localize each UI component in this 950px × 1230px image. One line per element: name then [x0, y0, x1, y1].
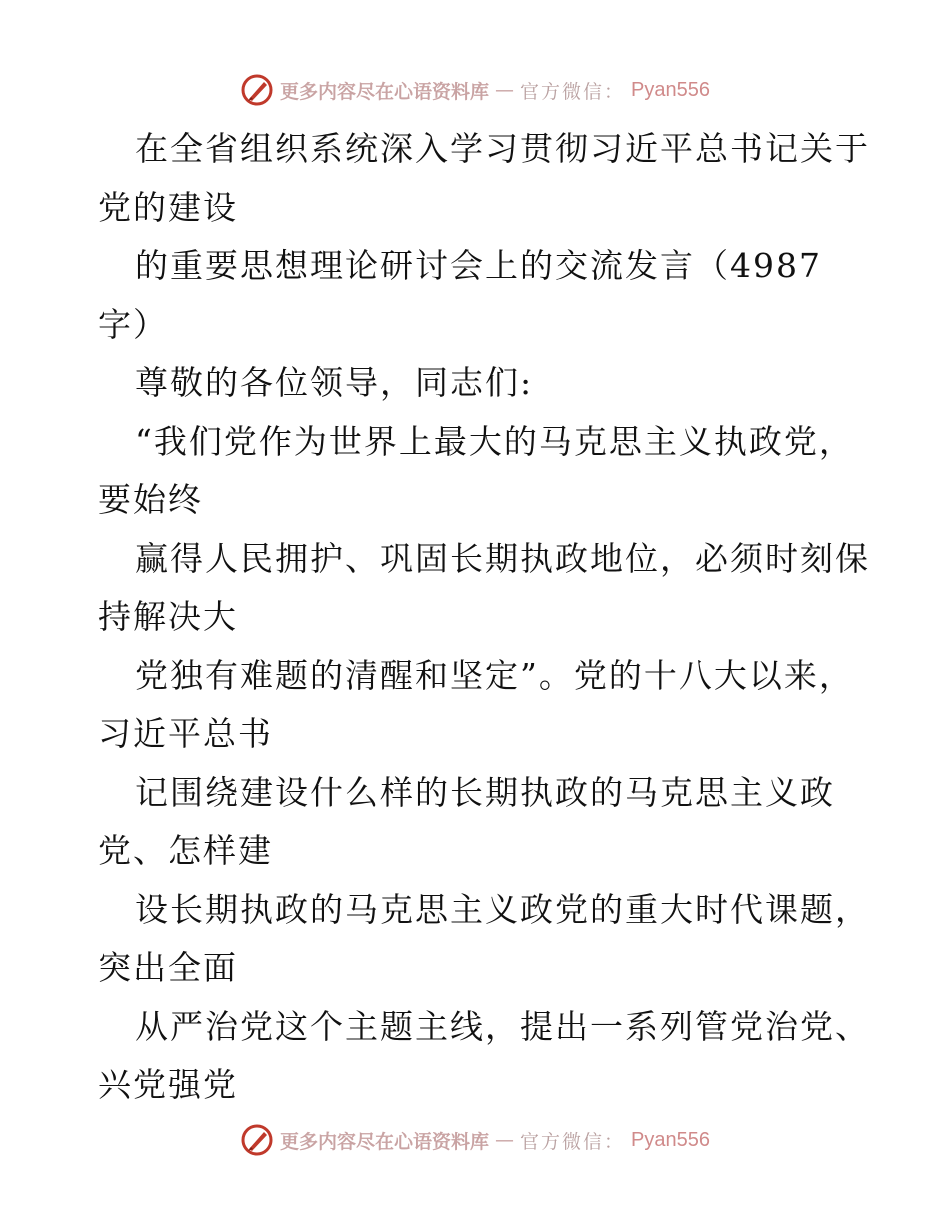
- watermark-wechat-id: Pyan556: [631, 78, 710, 101]
- text-line: 的重要思想理论研讨会上的交流发言（4987: [135, 246, 822, 285]
- text-line: 兴党强党: [98, 1065, 238, 1104]
- text-line: 党、怎样建: [98, 831, 273, 870]
- text-line: 党的建设: [98, 187, 238, 227]
- watermark-dash: —: [495, 1129, 515, 1151]
- pen-logo-icon: [240, 1123, 274, 1157]
- text-line: “我们党作为世界上最大的马克思主义执政党，: [135, 421, 854, 461]
- text-line: 尊敬的各位领导，同志们:: [135, 363, 534, 402]
- pen-logo-icon: [240, 73, 274, 107]
- text-line: 习近平总书: [98, 714, 273, 753]
- text-line: 持解决大: [98, 597, 238, 636]
- watermark-slogan: 更多内容尽在心语资料库: [280, 80, 490, 103]
- text-line: 从严治党这个主题主线，提出一系列管党治党、: [135, 1006, 870, 1046]
- watermark-dash: —: [495, 79, 515, 101]
- text-line: 突出全面: [98, 948, 238, 987]
- watermark-wechat-id: Pyan556: [631, 1128, 710, 1151]
- text-line: 记围绕建设什么样的长期执政的马克思主义政: [135, 772, 835, 812]
- text-line: 在全省组织系统深入学习贯彻习近平总书记关于: [135, 129, 870, 168]
- text-line: 赢得人民拥护、巩固长期执政地位，必须时刻保: [135, 538, 870, 578]
- footer-watermark: [0, 1120, 950, 1160]
- text-line: 字）: [98, 304, 168, 344]
- watermark-official-label: 官方微信：: [520, 1130, 626, 1153]
- document-body: [98, 120, 888, 1115]
- text-line: 要始终: [98, 480, 203, 519]
- watermark-slogan: 更多内容尽在心语资料库: [280, 1130, 490, 1153]
- watermark-official-label: 官方微信：: [520, 80, 626, 103]
- text-line: 党独有难题的清醒和坚定”。党的十八大以来，: [135, 655, 854, 695]
- text-line: 设长期执政的马克思主义政党的重大时代课题，: [135, 889, 870, 929]
- header-watermark: [0, 70, 950, 110]
